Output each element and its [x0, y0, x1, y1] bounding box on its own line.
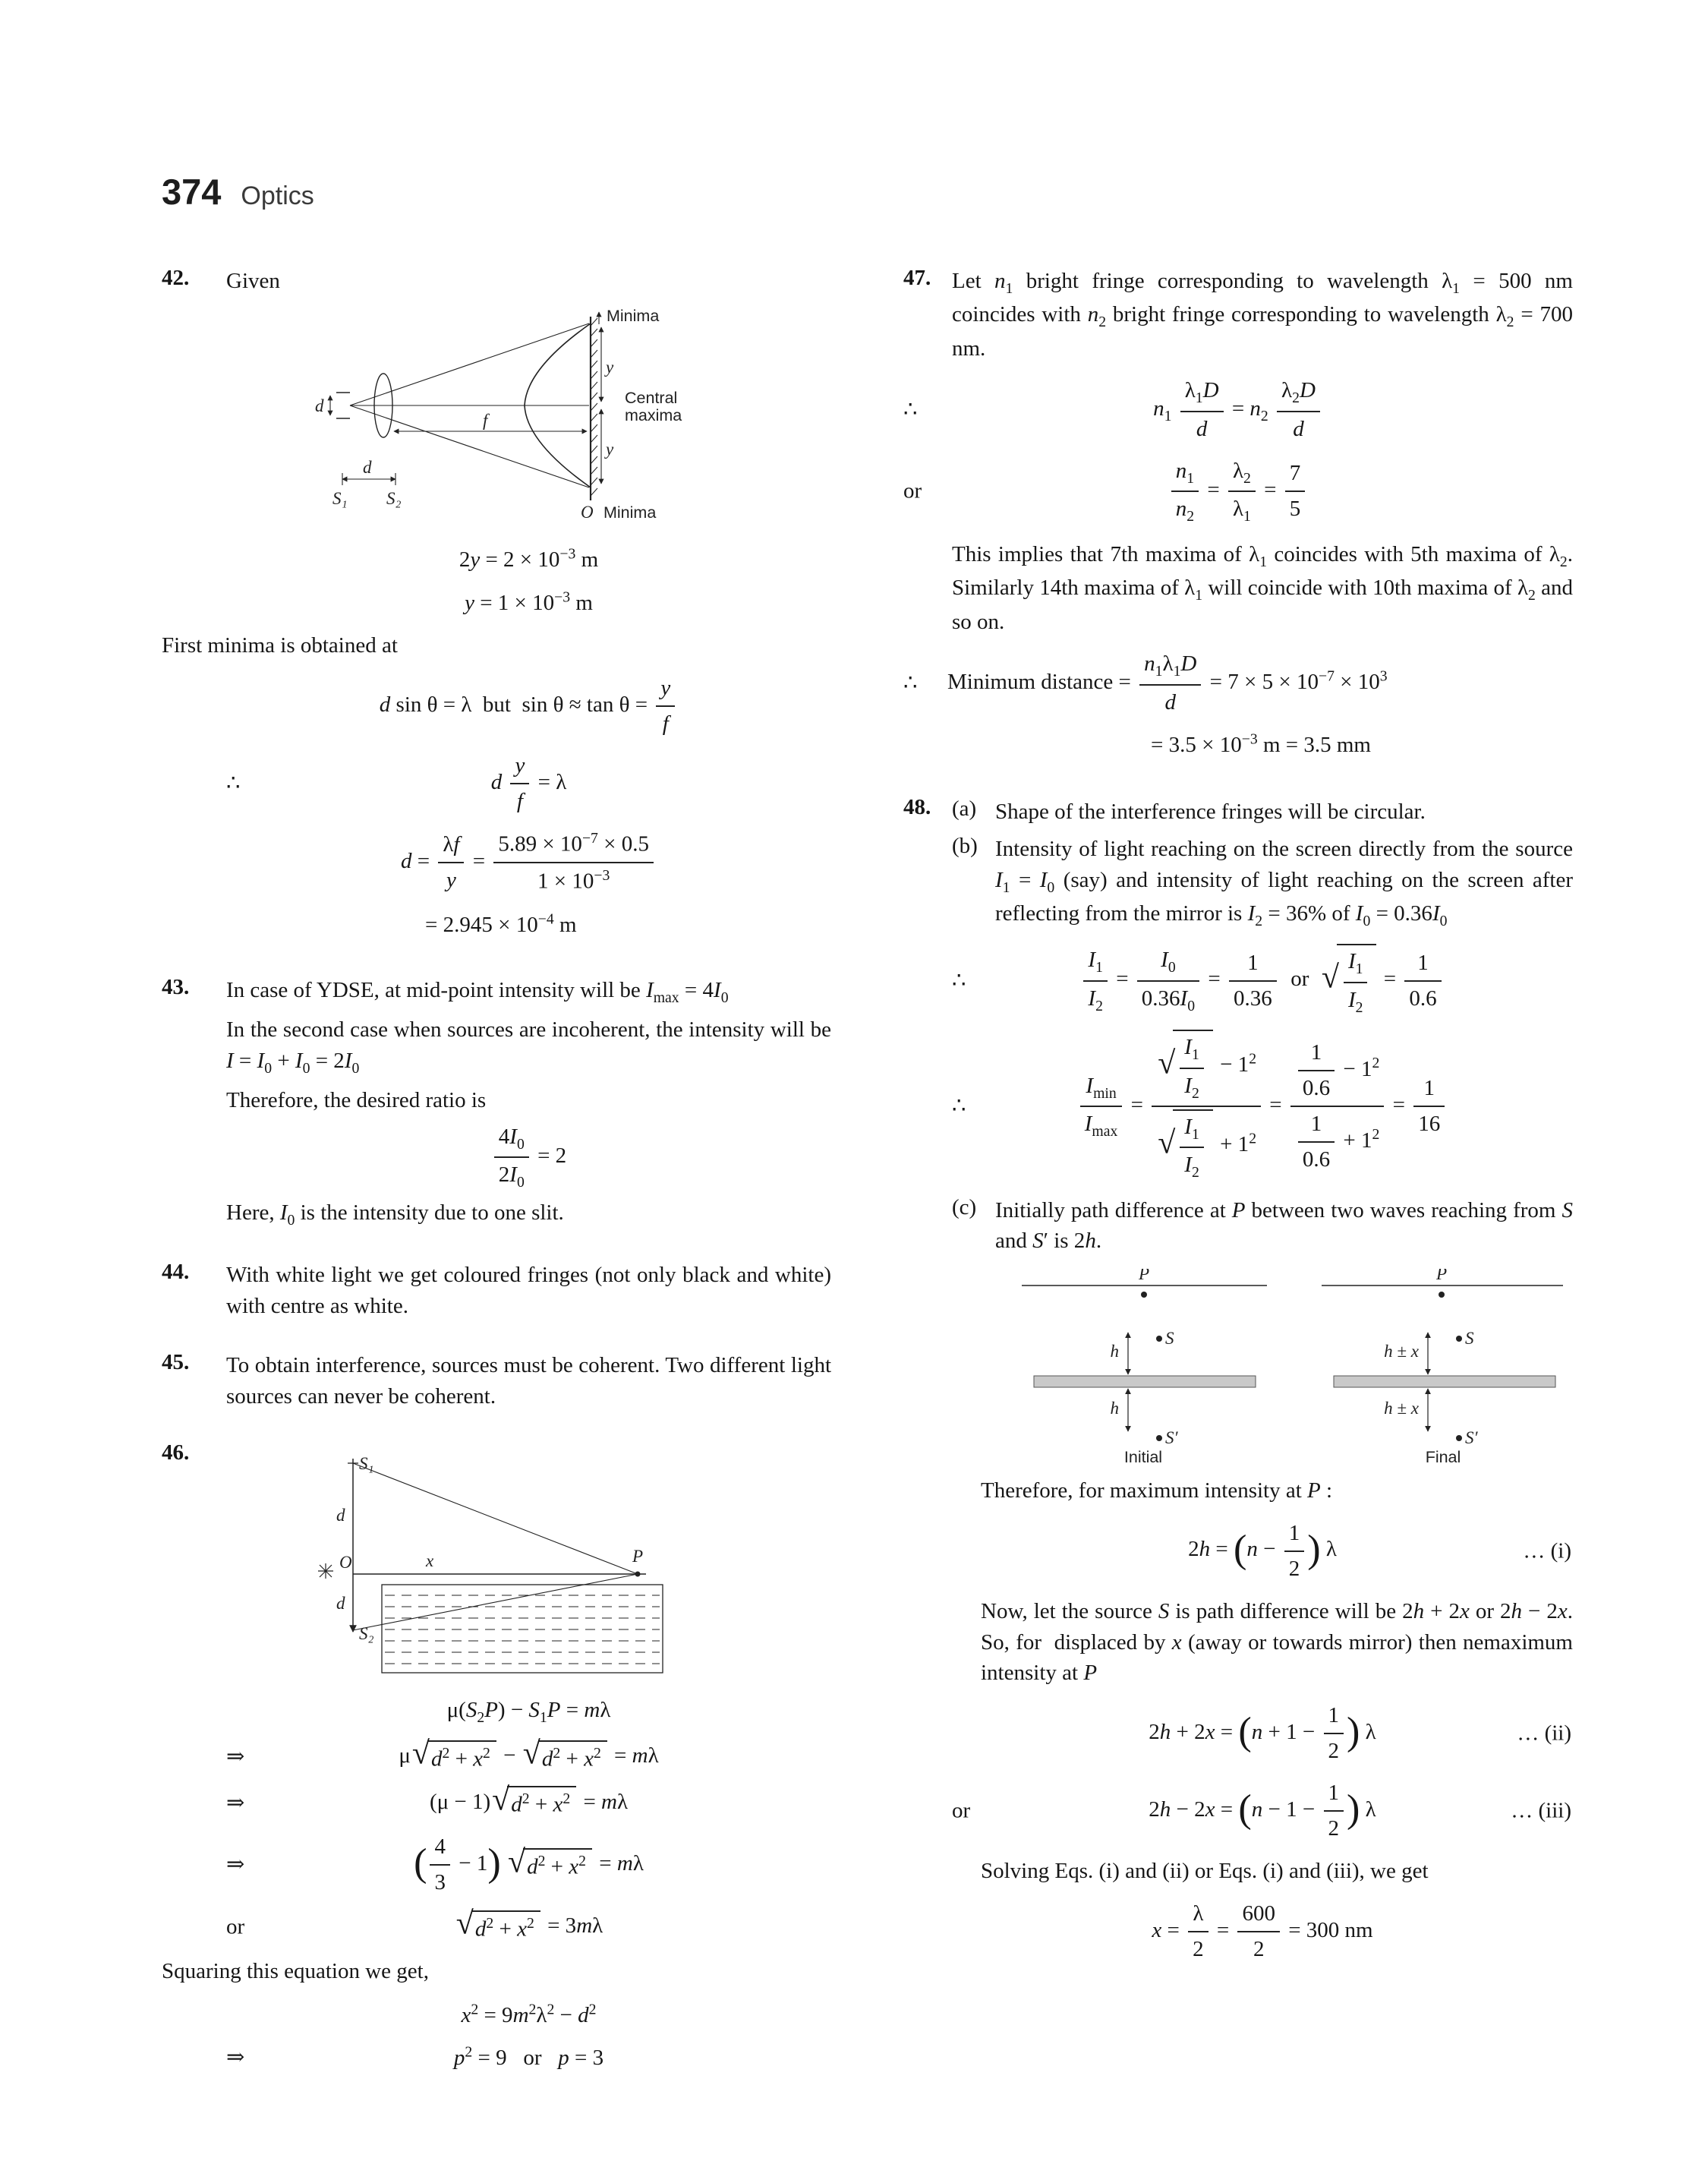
- mirror: [1034, 1376, 1256, 1387]
- label-y-upper: y: [606, 357, 614, 377]
- problem-number: 42.: [162, 266, 190, 290]
- caption-initial: Initial: [1123, 1448, 1163, 1467]
- equation-line: [226, 544, 831, 576]
- equation-line: [226, 1832, 831, 1898]
- water-tank: [382, 1585, 663, 1673]
- equation-line: [226, 674, 831, 739]
- text-line: Solving Eqs. (i) and (ii) or Eqs. (i) and (iii), we get: [981, 1859, 1429, 1884]
- ydse-single-slit-figure: [298, 304, 739, 532]
- text-line: Given: [226, 269, 280, 293]
- page-number: 374: [162, 172, 222, 212]
- label-minima-bottom: Minima: [603, 503, 657, 522]
- problem-46: [162, 1440, 831, 2085]
- problem-47: [903, 266, 1573, 772]
- text-line: Squaring this equation we get,: [162, 1959, 429, 1984]
- problem-body: [226, 975, 831, 1237]
- label-h-upper: h: [1110, 1342, 1119, 1361]
- label-f: f: [483, 410, 488, 430]
- equation-line: [226, 1906, 831, 1945]
- label-h-plus-x-lower: h ± x: [1384, 1399, 1419, 1418]
- equation: $x^2 = 9m^2\lambda^2 - d^2$: [461, 2000, 597, 2027]
- mirror: [1334, 1376, 1555, 1387]
- equation: μ √ $d^2 + x^2$ − √ $d^2 + x^2$ = mλ: [399, 1743, 658, 1768]
- initial-diagram: [1022, 1269, 1267, 1466]
- label-s2: S₂: [359, 1624, 374, 1644]
- label-s1: S₁: [359, 1454, 374, 1474]
- point-p-dot: [1439, 1292, 1445, 1298]
- text-line: In the second case when sources are incoherent, the intensity will be $I = I_0 + I_0 = 2I_0$: [226, 1017, 831, 1077]
- label-p: P: [1436, 1269, 1448, 1284]
- equation-tag: … (iii): [1511, 1798, 1571, 1823]
- equation: d $\frac{y}{f}$ = λ: [491, 770, 567, 794]
- point-p-dot: [1141, 1292, 1147, 1298]
- text-line: With white light we get coloured fringes (not only black and white) with centre as white.: [226, 1262, 831, 1318]
- page-header: [162, 171, 1594, 213]
- label-d-bottom: d: [363, 457, 372, 477]
- implies-symbol: ⇒: [226, 1852, 245, 1877]
- equation-line: [903, 376, 1573, 444]
- rays-to-p: [353, 1463, 638, 1630]
- label-central: Central: [625, 388, 678, 407]
- label-minima-top: Minima: [607, 306, 660, 325]
- equation: $2y = 2 \times 10^{-3}$ m: [459, 545, 599, 573]
- part-a: [952, 797, 1573, 828]
- part-label: (b): [952, 834, 978, 859]
- equation: $\frac{I_1}{I_2}$ = $\frac{I_0}{0.36I_0}$ = $\frac{1}{0.36}$ or √ $\frac{I_1}{I_2}$ = $\frac{1}{0.6}$: [1080, 967, 1444, 991]
- two-column-layout: [162, 266, 1594, 2109]
- therefore-symbol: ∴: [903, 670, 918, 696]
- text-line: Therefore, the desired ratio is: [226, 1088, 487, 1113]
- problem-number: 44.: [162, 1259, 190, 1284]
- text-line: To obtain interference, sources must be coherent. Two different light sources can never be coherent.: [226, 1353, 831, 1409]
- problem-body: [226, 1350, 831, 1418]
- equation: ( $\frac{4}{3}$ − 1) √ $d^2 + x^2$ = mλ: [414, 1851, 644, 1875]
- label-p: P: [632, 1547, 644, 1566]
- equation-line: [952, 1701, 1573, 1766]
- equation: = $2.945 \times 10^{-4}$ m: [425, 910, 577, 937]
- equation-line: [952, 730, 1573, 761]
- or-word: or: [226, 1914, 245, 1939]
- equation: 2h − 2x = (n − 1 − $\frac{1}{2}$ ) λ: [1149, 1797, 1376, 1822]
- label-d-upper: d: [336, 1506, 345, 1525]
- equation: $\mu(S_2P) - S_1P = m\lambda$: [446, 1698, 611, 1727]
- problem-number: 45.: [162, 1350, 190, 1375]
- part-b: [952, 834, 1573, 932]
- problem-number: 48.: [903, 795, 931, 820]
- part-c: [952, 1195, 1573, 1257]
- equation-line: [226, 1999, 831, 2030]
- equation-line: [226, 1736, 831, 1774]
- equation: Minimum distance = $\frac{n_1\lambda_1D}{d}$ = $7 \times 5 \times 10^{-7} \times 10^3$: [947, 670, 1388, 694]
- equation-line: [903, 456, 1573, 527]
- equation: $p^2 = 9$ or p = 3: [453, 2043, 604, 2071]
- equation-line: [226, 751, 831, 816]
- implies-symbol: ⇒: [226, 2045, 245, 2070]
- problem-44: [162, 1260, 831, 1327]
- slits-above-water-figure: [306, 1448, 716, 1683]
- equation: √ $d^2 + x^2$ = 3mλ: [455, 1913, 603, 1938]
- problem-45: [162, 1350, 831, 1418]
- problem-48: [903, 795, 1573, 1976]
- equation: $\frac{n_1}{n_2}$ = $\frac{\lambda_2}{\lambda_1}$ = $\frac{7}{5}$: [1168, 478, 1309, 502]
- equation-line: [952, 1778, 1573, 1844]
- problem-42: [162, 266, 831, 952]
- therefore-symbol: ∴: [952, 968, 966, 993]
- part-text: Initially path difference at P between two waves reaching from S and S′ is 2h.: [995, 1197, 1573, 1254]
- equation: 2h + 2x = (n + 1 − $\frac{1}{2}$ ) λ: [1149, 1720, 1376, 1744]
- caption-final: Final: [1425, 1448, 1461, 1467]
- therefore-symbol: ∴: [903, 397, 918, 422]
- text-line: Now, let the source S is path difference will be 2h + 2x or 2h − 2x. So, for displaced by x (away or towards mirror) then nemaximum intensity at P: [981, 1598, 1573, 1686]
- equation-line: [226, 587, 831, 618]
- problem-43: [162, 975, 831, 1237]
- label-s2: S₂: [386, 488, 402, 508]
- equation-line: [226, 909, 831, 940]
- therefore-symbol: ∴: [226, 771, 241, 796]
- label-s: S: [1165, 1329, 1174, 1349]
- source-s-dot: [1156, 1336, 1162, 1342]
- label-maxima: maxima: [625, 405, 682, 424]
- equation-tag: … (i): [1523, 1538, 1571, 1563]
- text-line: This implies that 7th maxima of $\lambda_1$ coincides with 5th maxima of $\lambda_2$. Similarly 14th maxima of $\lambda_1$ will coincide with 10th maxima of $\lambda_2$ and so on.: [952, 541, 1574, 634]
- therefore-symbol: ∴: [952, 1093, 966, 1118]
- equation: x = $\frac{\lambda}{2}$ = $\frac{600}{2}$ = 300 nm: [1152, 1918, 1372, 1942]
- problem-number: 47.: [903, 266, 931, 290]
- label-h-lower: h: [1110, 1399, 1119, 1418]
- source-star: [318, 1563, 333, 1579]
- part-text: Shape of the interference fringes will be circular.: [995, 800, 1426, 825]
- part-label: (a): [952, 797, 977, 822]
- left-column: [162, 266, 831, 2109]
- label-s-prime: S′: [1165, 1428, 1178, 1448]
- label-s-prime: S′: [1465, 1428, 1478, 1448]
- label-o: O: [581, 502, 594, 522]
- label-x: x: [426, 1551, 434, 1571]
- equation: d sin θ = λ but sin θ ≈ tan θ = $\frac{y}{f}$: [380, 692, 678, 717]
- or-word: or: [952, 1798, 971, 1823]
- water-dashes: [385, 1595, 660, 1664]
- problem-body: [226, 1260, 831, 1327]
- part-text: Intensity of light reaching on the screen directly from the source $I_1 = I_0$ (say) and intensity of light reaching on the screen after reflecting from the mirror is $I_2 = 36\%$ of $I_0 = 0.36I_0$: [995, 837, 1573, 929]
- text-line: Here, $I_0$ is the intensity due to one slit.: [226, 1200, 564, 1229]
- problem-number: 43.: [162, 974, 190, 999]
- chapter-title: Optics: [241, 181, 314, 210]
- point-p-dot: [635, 1572, 641, 1577]
- equation: $I_{min}$ $I_{max}$ = √ $\frac{I_1}{I_2}$ − $1^2$ √ $\frac{I_1}{I_2}$ + $1^2$ = $\frac{1}{0.6}$ − $1^2$ $\frac{1}{0.6}$ + $1^2$ = $\frac{1}{16}$: [1077, 1093, 1448, 1117]
- label-d-lower: d: [336, 1594, 345, 1614]
- implies-symbol: ⇒: [226, 1790, 245, 1815]
- equation-line: [903, 649, 1573, 718]
- equation-line: [226, 1782, 831, 1820]
- right-column: [903, 266, 1573, 2109]
- problem-body: [952, 795, 1573, 1976]
- label-y-lower: y: [606, 439, 614, 459]
- equation-line: [226, 2043, 831, 2074]
- label-h-plus-x-upper: h ± x: [1384, 1342, 1419, 1361]
- equation-line: [952, 1899, 1573, 1964]
- final-diagram: [1322, 1269, 1563, 1466]
- text-line: First minima is obtained at: [162, 633, 398, 658]
- equation: d = $\frac{\lambda f}{y}$ = $\frac{5.89 \times 10^{-7} \times 0.5}{1 \times 10^{-3}}$: [401, 849, 657, 873]
- equation-line: [952, 1030, 1573, 1183]
- equation-line: [952, 944, 1573, 1017]
- equation-line: [226, 1122, 831, 1193]
- equation-tag: … (ii): [1517, 1721, 1571, 1746]
- equation-line: [952, 1519, 1573, 1584]
- label-s1: S₁: [332, 488, 348, 508]
- implies-symbol: ⇒: [226, 1744, 245, 1769]
- image-s-dot: [1456, 1435, 1462, 1441]
- equation: $y = 1 \times 10^{-3}$ m: [465, 588, 593, 616]
- equation: (μ − 1) √ $d^2 + x^2$ = mλ: [430, 1790, 628, 1814]
- equation: 2h = (n − $\frac{1}{2}$ ) λ: [1188, 1537, 1337, 1561]
- text-line: Let $n_1$ bright fringe corresponding to wavelength $\lambda_1 = 500$ nm coincides with $n_2$ bright fringe corresponding to wavelength $\lambda_2 = 700$ nm.: [952, 269, 1573, 361]
- problem-number: 46.: [162, 1440, 190, 1465]
- label-o: O: [339, 1553, 352, 1573]
- equation: $\frac{4I_0}{2I_0}$ = 2: [491, 1144, 566, 1168]
- equation-line: [226, 828, 831, 897]
- screen-hatching: [591, 318, 597, 496]
- image-s-dot: [1156, 1435, 1162, 1441]
- text-line: Therefore, for maximum intensity at P :: [981, 1478, 1333, 1503]
- part-label: (c): [952, 1194, 977, 1219]
- label-p: P: [1139, 1269, 1150, 1284]
- or-word: or: [903, 478, 922, 503]
- label-d-slit: d: [315, 396, 324, 415]
- equation-line: [226, 1696, 831, 1727]
- source-s-dot: [1456, 1336, 1462, 1342]
- mirror-source-figure: [1013, 1269, 1567, 1468]
- slit-plate: [336, 393, 350, 418]
- equation: = $3.5 \times 10^{-3}$ m = 3.5 mm: [1151, 730, 1371, 758]
- label-s: S: [1465, 1329, 1474, 1349]
- equation: $n_1$ $\frac{\lambda_1D}{d}$ = $n_2$ $\frac{\lambda_2D}{d}$: [1153, 396, 1323, 421]
- text-line: In case of YDSE, at mid-point intensity will be $I_{max} = 4I_0$: [226, 977, 729, 1006]
